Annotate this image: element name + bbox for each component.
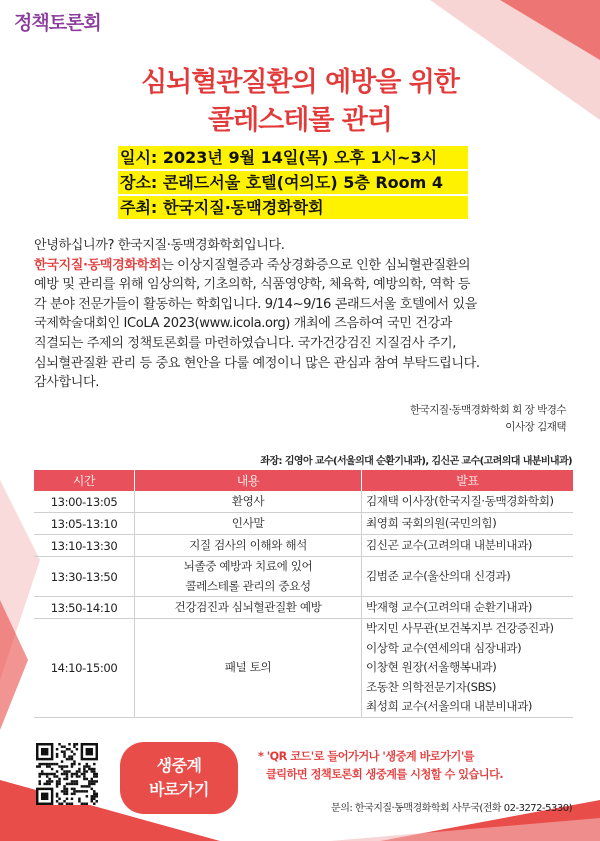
program-time: 13:50-14:10 [34, 597, 135, 619]
program-row [34, 557, 573, 597]
program-title-line: 건강검진과 심뇌혈관질환 예방 [174, 599, 322, 614]
event-host: 주최: 한국지질·동맥경화학회 [118, 196, 468, 219]
qr-code-icon[interactable] [36, 743, 98, 805]
thanks: 감사합니다. [34, 375, 100, 391]
program-title-line: 뇌졸중 예방과 치료에 있어 [183, 559, 313, 573]
program-title [135, 491, 362, 513]
program-title [135, 597, 362, 619]
program-speakers [362, 557, 574, 597]
program-title-line: 패널 토의 [224, 660, 272, 674]
program-time: 14:10-15:00 [34, 619, 135, 718]
program-speakers [362, 597, 574, 619]
body-line-2: 예방 및 관리를 위해 임상의학, 기초의학, 식품영양학, 체육학, 예방의학, 역학 등 [34, 277, 471, 293]
program-speakers [362, 619, 574, 718]
program-time: 13:30-13:50 [34, 557, 135, 597]
program-title-line: 환영사 [231, 493, 265, 508]
program-row [34, 535, 573, 557]
note-line-2: 클릭하면 정책토론회 생중계를 시청할 수 있습니다. [266, 768, 504, 781]
program-speaker: 조동찬 의학전문기자(SBS) [366, 679, 496, 694]
live-note [258, 748, 578, 784]
greeting: 안녕하십니까? 한국지질·동맥경화학회입니다. [34, 238, 285, 253]
program-speakers [362, 491, 574, 513]
event-venue: 장소: 콘래드서울 호텔(여의도) 5층 Room 4 [118, 171, 468, 194]
event-info [118, 146, 468, 221]
program-speaker: 박재형 교수(고려의대 순환기내과) [366, 599, 533, 614]
program-title-line: 지질 검사의 이해와 해석 [189, 537, 307, 552]
program-row [34, 491, 573, 513]
program-speaker: 최영희 국회의원(국민의힘) [366, 515, 497, 530]
note-line-1: * 'QR 코드'로 들어가거나 '생중계 바로가기'를 [258, 750, 475, 763]
moderators: 좌장: 김영아 교수(서울의대 순환기내과), 김신곤 교수(고려의대 내분비내과) [260, 456, 572, 467]
header-content: 내용 [135, 470, 362, 491]
corner-shape-bottom-right-light [330, 818, 600, 841]
body-line-6: 심뇌혈관질환 관리 등 중요 현안을 다룰 예정이니 많은 관심과 참여 부탁드립니다. [34, 355, 480, 371]
body-line-1-rest: 는 이상지질혈증과 죽상경화증으로 인한 심뇌혈관질환의 [161, 257, 471, 273]
program-time: 13:00-13:05 [34, 491, 135, 513]
program-speaker: 김재택 이사장(한국지질·동맥경화학회) [366, 493, 554, 508]
signature-president: 한국지질·동맥경화학회 회 장 박경수 [410, 404, 566, 416]
program-speaker: 박지민 사무관(보건복지부 건강증진과) [366, 621, 554, 635]
title-line-2: 콜레스테롤 관리 [208, 105, 392, 136]
program-speaker: 이창현 원장(서울행복내과) [366, 660, 497, 674]
header-tag: 정책토론회 [14, 12, 101, 34]
live-button-line-1: 생중계 [156, 756, 202, 775]
body-line-4: 국제학술대회인 ICoLA 2023(www.icola.org) 개최에 즈음하여 국민 건강과 [34, 316, 453, 332]
body-line-1 [34, 256, 574, 276]
header-time: 시간 [34, 470, 135, 491]
program-title-line: 인사말 [231, 515, 265, 530]
signature-chairman: 이사장 김재택 [505, 421, 566, 433]
live-button-line-2: 바로가기 [149, 780, 209, 799]
live-stream-button[interactable] [120, 742, 238, 814]
program-table [34, 470, 573, 718]
program-header-row [34, 470, 573, 491]
program-speakers [362, 535, 574, 557]
program-title [135, 535, 362, 557]
program-row [34, 619, 573, 718]
event-date: 일시: 2023년 9월 14일(목) 오후 1시~3시 [118, 146, 468, 169]
header-speaker: 발표 [362, 470, 574, 491]
program-speaker: 김신곤 교수(고려의대 내분비내과) [366, 537, 533, 552]
body-line-3: 각 분야 전문가들이 활동하는 학회입니다. 9/14~9/16 콘래드서울 호텔에서 있을 [34, 296, 477, 312]
program-row [34, 597, 573, 619]
contact-info: 문의: 한국지질·동맥경화학회 사무국(전화 02-3272-5330) [331, 803, 572, 814]
program-speakers [362, 513, 574, 535]
program-title [135, 619, 362, 718]
program-title [135, 557, 362, 597]
program-title [135, 513, 362, 535]
title-line-1: 심뇌혈관질환의 예방을 위한 [141, 67, 459, 98]
program-speaker: 김범준 교수(울산의대 신경과) [366, 568, 511, 583]
program-speaker: 최성희 교수(서울의대 내분비내과) [366, 699, 533, 713]
program-speaker: 이상학 교수(연세의대 심장내과) [366, 640, 522, 655]
program-row [34, 513, 573, 535]
society-highlight: 한국지질·동맥경화학회 [34, 257, 162, 273]
invitation-text [34, 236, 574, 393]
body-line-5: 직결되는 주제의 정책토론회를 마련하였습니다. 국가건강검진 지질검사 주기, [34, 335, 457, 351]
program-time: 13:10-13:30 [34, 535, 135, 557]
program-time: 13:05-13:10 [34, 513, 135, 535]
program-title-line: 콜레스테롤 관리의 중요성 [185, 578, 311, 593]
